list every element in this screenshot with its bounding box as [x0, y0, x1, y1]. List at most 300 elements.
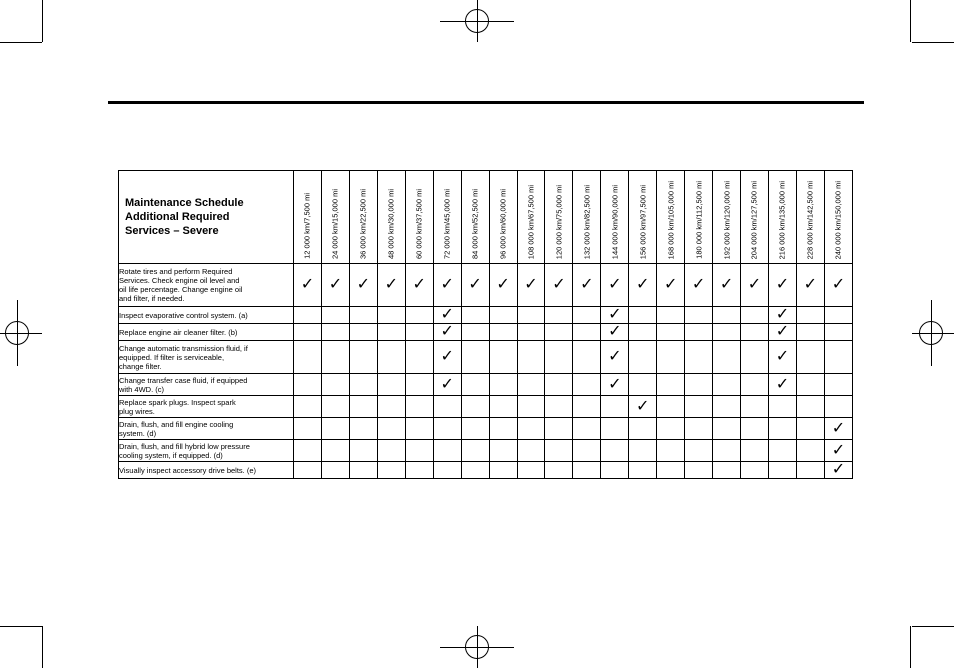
header-rule	[108, 101, 864, 104]
schedule-cell	[377, 264, 405, 307]
schedule-cell	[405, 307, 433, 324]
schedule-cell	[517, 324, 545, 341]
schedule-cell	[824, 307, 852, 324]
schedule-cell	[713, 462, 741, 479]
check-mark-icon: ✓	[775, 375, 790, 393]
schedule-cell	[796, 462, 824, 479]
interval-column-header	[377, 171, 405, 264]
crop-mark-tr-v	[910, 0, 911, 42]
service-text-line: oil life percentage. Change engine oil	[119, 285, 243, 294]
schedule-cell	[768, 462, 796, 479]
schedule-cell	[629, 418, 657, 440]
schedule-cell	[713, 440, 741, 462]
schedule-cell	[294, 307, 322, 324]
schedule-cell	[489, 264, 517, 307]
schedule-cell	[377, 418, 405, 440]
check-mark-icon: ✓	[636, 276, 650, 293]
schedule-cell	[545, 374, 573, 396]
schedule-cell	[461, 396, 489, 418]
schedule-cell	[294, 341, 322, 374]
service-row	[119, 374, 853, 396]
crop-mark-bl-v	[42, 626, 43, 668]
interval-column-header	[321, 171, 349, 264]
schedule-cell	[573, 307, 601, 324]
interval-label: 168 000 km/105,000 mi	[666, 180, 676, 259]
interval-label: 96 000 km/60,000 mi	[498, 188, 508, 259]
service-text-line: Change automatic transmission fluid, if	[119, 343, 248, 353]
schedule-cell	[573, 440, 601, 462]
schedule-cell	[517, 440, 545, 462]
schedule-cell	[685, 307, 713, 324]
check-mark-icon: ✓	[663, 276, 678, 293]
schedule-cell	[321, 324, 349, 341]
schedule-cell	[489, 440, 517, 462]
schedule-cell	[349, 307, 377, 324]
check-mark-icon: ✓	[384, 276, 398, 293]
schedule-cell	[796, 374, 824, 396]
service-description	[119, 264, 294, 307]
interval-column-header	[489, 171, 517, 264]
table-body	[119, 264, 853, 479]
schedule-title-line: Maintenance Schedule	[125, 197, 244, 209]
schedule-cell	[405, 396, 433, 418]
interval-column-header	[573, 171, 601, 264]
interval-column-header	[405, 171, 433, 264]
schedule-cell	[517, 396, 545, 418]
schedule-cell	[573, 418, 601, 440]
schedule-cell	[433, 396, 461, 418]
interval-label: 192 000 km/120,000 mi	[722, 180, 732, 259]
schedule-cell	[685, 462, 713, 479]
schedule-cell	[796, 307, 824, 324]
schedule-cell	[545, 264, 573, 307]
service-text-line: change filter.	[119, 361, 162, 371]
schedule-cell	[489, 341, 517, 374]
schedule-cell	[657, 341, 685, 374]
check-mark-icon: ✓	[440, 323, 454, 340]
schedule-cell	[573, 324, 601, 341]
check-mark-icon: ✓	[608, 276, 622, 293]
schedule-cell	[824, 462, 852, 479]
schedule-cell	[349, 264, 377, 307]
check-mark-icon: ✓	[831, 419, 846, 437]
service-text-line: system. (d)	[119, 428, 157, 438]
interval-label: 48 000 km/30,000 mi	[386, 188, 396, 259]
schedule-cell	[713, 324, 741, 341]
schedule-cell	[294, 264, 322, 307]
schedule-cell	[377, 341, 405, 374]
check-mark-icon: ✓	[440, 276, 454, 293]
interval-column-header	[685, 171, 713, 264]
schedule-cell	[685, 264, 713, 307]
schedule-cell	[768, 418, 796, 440]
schedule-cell	[433, 440, 461, 462]
interval-column-header	[741, 171, 769, 264]
schedule-cell	[796, 440, 824, 462]
interval-label: 204 000 km/127,500 mi	[749, 180, 759, 259]
schedule-cell	[349, 374, 377, 396]
schedule-cell	[741, 440, 769, 462]
schedule-cell	[377, 462, 405, 479]
crop-mark-br-h	[912, 626, 954, 627]
schedule-cell	[657, 440, 685, 462]
schedule-cell	[657, 307, 685, 324]
interval-column-header	[517, 171, 545, 264]
check-mark-icon: ✓	[300, 276, 315, 293]
schedule-cell	[629, 264, 657, 307]
check-mark-icon: ✓	[552, 276, 566, 293]
schedule-cell	[489, 462, 517, 479]
check-mark-icon: ✓	[636, 397, 650, 415]
interval-column-header	[294, 171, 322, 264]
crop-mark-tr-h	[912, 42, 954, 43]
check-mark-icon: ✓	[747, 276, 762, 293]
interval-label: 84 000 km/52,500 mi	[470, 188, 480, 259]
schedule-cell	[601, 264, 629, 307]
schedule-cell	[349, 324, 377, 341]
schedule-cell	[489, 418, 517, 440]
interval-label: 24 000 km/15,000 mi	[330, 188, 340, 259]
check-mark-icon: ✓	[608, 348, 622, 365]
service-description	[119, 341, 294, 374]
schedule-cell	[489, 374, 517, 396]
schedule-cell	[824, 440, 852, 462]
schedule-cell	[545, 324, 573, 341]
check-mark-icon: ✓	[719, 276, 734, 293]
interval-label: 12 000 km/7,500 mi	[302, 193, 312, 259]
schedule-cell	[629, 462, 657, 479]
schedule-cell	[629, 324, 657, 341]
schedule-cell	[294, 440, 322, 462]
schedule-cell	[685, 341, 713, 374]
crop-mark-br-v	[910, 626, 911, 668]
schedule-cell	[741, 396, 769, 418]
service-description	[119, 462, 294, 479]
schedule-cell	[377, 374, 405, 396]
schedule-cell	[573, 374, 601, 396]
schedule-cell	[768, 374, 796, 396]
schedule-cell	[713, 396, 741, 418]
interval-label: 240 000 km/150,000 mi	[833, 180, 843, 259]
check-mark-icon: ✓	[440, 306, 454, 323]
schedule-cell	[433, 324, 461, 341]
check-mark-icon: ✓	[440, 375, 454, 393]
check-mark-icon: ✓	[524, 276, 538, 293]
schedule-cell	[321, 396, 349, 418]
interval-label: 132 000 km/82,500 mi	[582, 184, 592, 259]
schedule-cell	[657, 418, 685, 440]
schedule-cell	[545, 307, 573, 324]
schedule-cell	[741, 341, 769, 374]
schedule-cell	[461, 307, 489, 324]
schedule-cell	[768, 324, 796, 341]
schedule-cell	[741, 418, 769, 440]
service-description	[119, 307, 294, 324]
check-mark-icon: ✓	[328, 276, 343, 293]
check-mark-icon: ✓	[775, 306, 790, 323]
interval-label: 108 000 km/67,500 mi	[526, 184, 536, 259]
service-text-line: Replace engine air cleaner filter. (b)	[119, 327, 238, 337]
schedule-cell	[433, 264, 461, 307]
schedule-cell	[601, 374, 629, 396]
service-text-line: Drain, flush, and fill engine cooling	[119, 419, 234, 429]
service-row	[119, 307, 853, 324]
schedule-cell	[768, 396, 796, 418]
schedule-cell	[321, 418, 349, 440]
schedule-cell	[573, 396, 601, 418]
interval-label: 72 000 km/45,000 mi	[442, 188, 452, 259]
schedule-cell	[377, 324, 405, 341]
interval-label: 36 000 km/22,500 mi	[358, 188, 368, 259]
schedule-cell	[629, 307, 657, 324]
schedule-cell	[349, 396, 377, 418]
interval-column-header	[545, 171, 573, 264]
schedule-cell	[713, 418, 741, 440]
service-text-line: Replace spark plugs. Inspect spark	[119, 397, 236, 407]
service-text-line: Services. Check engine oil level and	[119, 276, 240, 285]
schedule-cell	[713, 307, 741, 324]
schedule-cell	[545, 418, 573, 440]
table-header-row	[119, 171, 853, 264]
schedule-cell	[741, 374, 769, 396]
check-mark-icon: ✓	[496, 276, 510, 293]
schedule-cell	[741, 324, 769, 341]
service-description	[119, 374, 294, 396]
schedule-cell	[405, 374, 433, 396]
check-mark-icon: ✓	[468, 276, 482, 293]
service-text-line: Change transfer case fluid, if equipped	[119, 375, 248, 385]
interval-column-header	[601, 171, 629, 264]
interval-column-header	[768, 171, 796, 264]
schedule-cell	[657, 324, 685, 341]
service-row	[119, 418, 853, 440]
schedule-cell	[824, 341, 852, 374]
schedule-cell	[824, 324, 852, 341]
check-mark-icon: ✓	[356, 276, 371, 293]
check-mark-icon: ✓	[608, 323, 622, 340]
interval-column-header	[349, 171, 377, 264]
schedule-cell	[657, 396, 685, 418]
schedule-cell	[377, 440, 405, 462]
check-mark-icon: ✓	[775, 348, 790, 365]
schedule-cell	[517, 462, 545, 479]
schedule-cell	[768, 264, 796, 307]
service-row	[119, 440, 853, 462]
service-text-line: Visually inspect accessory drive belts. (e)	[119, 465, 256, 475]
schedule-cell	[824, 264, 852, 307]
schedule-cell	[321, 374, 349, 396]
schedule-cell	[657, 264, 685, 307]
schedule-cell	[545, 440, 573, 462]
schedule-cell	[545, 396, 573, 418]
schedule-cell	[824, 374, 852, 396]
maintenance-schedule-table	[118, 170, 853, 479]
schedule-cell	[461, 324, 489, 341]
crop-mark-tl-h	[0, 42, 42, 43]
schedule-cell	[377, 307, 405, 324]
schedule-cell	[601, 418, 629, 440]
crop-mark-tl-v	[42, 0, 43, 42]
schedule-cell	[349, 462, 377, 479]
schedule-cell	[461, 264, 489, 307]
schedule-cell	[629, 374, 657, 396]
schedule-cell	[685, 324, 713, 341]
service-text-line: equipped. If filter is serviceable,	[119, 352, 225, 362]
interval-column-header	[433, 171, 461, 264]
check-mark-icon: ✓	[580, 276, 594, 293]
schedule-cell	[489, 324, 517, 341]
schedule-cell	[433, 418, 461, 440]
schedule-cell	[349, 341, 377, 374]
interval-column-header	[713, 171, 741, 264]
schedule-cell	[713, 264, 741, 307]
schedule-cell	[685, 440, 713, 462]
schedule-cell	[517, 418, 545, 440]
schedule-cell	[768, 307, 796, 324]
schedule-cell	[405, 264, 433, 307]
schedule-cell	[433, 307, 461, 324]
schedule-cell	[601, 396, 629, 418]
schedule-cell	[601, 440, 629, 462]
check-mark-icon: ✓	[412, 276, 426, 293]
interval-label: 216 000 km/135,000 mi	[777, 180, 787, 259]
interval-column-header	[657, 171, 685, 264]
check-mark-icon: ✓	[691, 276, 706, 293]
schedule-cell	[321, 307, 349, 324]
service-text-line: Drain, flush, and fill hybrid low pressure	[119, 441, 250, 451]
interval-label: 60 000 km/37,500 mi	[414, 188, 424, 259]
schedule-cell	[461, 341, 489, 374]
schedule-cell	[601, 462, 629, 479]
schedule-cell	[461, 440, 489, 462]
schedule-cell	[824, 396, 852, 418]
check-mark-icon: ✓	[831, 461, 846, 478]
schedule-cell	[489, 307, 517, 324]
schedule-cell	[321, 341, 349, 374]
service-description	[119, 324, 294, 341]
interval-label: 144 000 km/90,000 mi	[610, 184, 620, 259]
schedule-cell	[601, 307, 629, 324]
service-description	[119, 418, 294, 440]
schedule-cell	[321, 264, 349, 307]
schedule-cell	[433, 462, 461, 479]
interval-label: 228 000 km/142,500 mi	[805, 180, 815, 259]
service-text-line: and filter, if needed.	[119, 294, 185, 303]
schedule-cell	[796, 264, 824, 307]
service-text-line: Inspect evaporative control system. (a)	[119, 310, 248, 320]
check-mark-icon: ✓	[608, 375, 622, 393]
schedule-cell	[629, 440, 657, 462]
schedule-cell	[294, 396, 322, 418]
schedule-cell	[405, 440, 433, 462]
schedule-cell	[294, 462, 322, 479]
schedule-cell	[321, 462, 349, 479]
check-mark-icon: ✓	[831, 441, 846, 459]
schedule-cell	[629, 341, 657, 374]
schedule-cell	[321, 440, 349, 462]
schedule-cell	[601, 341, 629, 374]
schedule-cell	[768, 440, 796, 462]
service-row	[119, 264, 853, 307]
schedule-cell	[796, 341, 824, 374]
schedule-cell	[601, 324, 629, 341]
schedule-title	[119, 171, 294, 264]
schedule-cell	[741, 264, 769, 307]
interval-label: 156 000 km/97,500 mi	[638, 184, 648, 259]
schedule-cell	[349, 418, 377, 440]
schedule-cell	[796, 324, 824, 341]
schedule-cell	[573, 341, 601, 374]
schedule-cell	[461, 374, 489, 396]
service-text-line: Rotate tires and perform Required	[119, 267, 233, 276]
service-description	[119, 396, 294, 418]
schedule-cell	[713, 341, 741, 374]
schedule-cell	[545, 341, 573, 374]
schedule-cell	[629, 396, 657, 418]
schedule-cell	[545, 462, 573, 479]
schedule-cell	[517, 341, 545, 374]
check-mark-icon: ✓	[775, 323, 790, 340]
schedule-cell	[573, 264, 601, 307]
schedule-cell	[741, 462, 769, 479]
schedule-cell	[377, 396, 405, 418]
schedule-cell	[433, 341, 461, 374]
schedule-cell	[685, 396, 713, 418]
interval-label: 120 000 km/75,000 mi	[554, 184, 564, 259]
service-row	[119, 324, 853, 341]
check-mark-icon: ✓	[608, 306, 622, 323]
schedule-cell	[405, 418, 433, 440]
schedule-cell	[461, 418, 489, 440]
schedule-cell	[517, 374, 545, 396]
schedule-cell	[461, 462, 489, 479]
interval-label: 180 000 km/112,500 mi	[694, 181, 704, 259]
schedule-cell	[294, 418, 322, 440]
check-mark-icon: ✓	[831, 276, 846, 293]
schedule-title-line: Services – Severe	[125, 225, 219, 237]
schedule-cell	[294, 324, 322, 341]
schedule-cell	[685, 418, 713, 440]
service-text-line: plug wires.	[119, 406, 155, 416]
check-mark-icon: ✓	[775, 276, 790, 293]
schedule-cell	[573, 462, 601, 479]
check-mark-icon: ✓	[803, 276, 818, 293]
schedule-cell	[517, 307, 545, 324]
service-row	[119, 341, 853, 374]
schedule-cell	[349, 440, 377, 462]
schedule-cell	[294, 374, 322, 396]
interval-column-header	[629, 171, 657, 264]
schedule-cell	[768, 341, 796, 374]
schedule-cell	[685, 374, 713, 396]
interval-column-header	[824, 171, 852, 264]
check-mark-icon: ✓	[440, 348, 454, 365]
schedule-cell	[517, 264, 545, 307]
service-row	[119, 396, 853, 418]
service-row	[119, 462, 853, 479]
crop-mark-bl-h	[0, 626, 42, 627]
interval-column-header	[796, 171, 824, 264]
schedule-cell	[713, 374, 741, 396]
schedule-cell	[405, 341, 433, 374]
schedule-cell	[657, 374, 685, 396]
schedule-cell	[657, 462, 685, 479]
schedule-cell	[824, 418, 852, 440]
service-text-line: cooling system, if equipped. (d)	[119, 450, 223, 460]
schedule-cell	[796, 396, 824, 418]
service-text-line: with 4WD. (c)	[119, 384, 164, 394]
schedule-cell	[796, 418, 824, 440]
